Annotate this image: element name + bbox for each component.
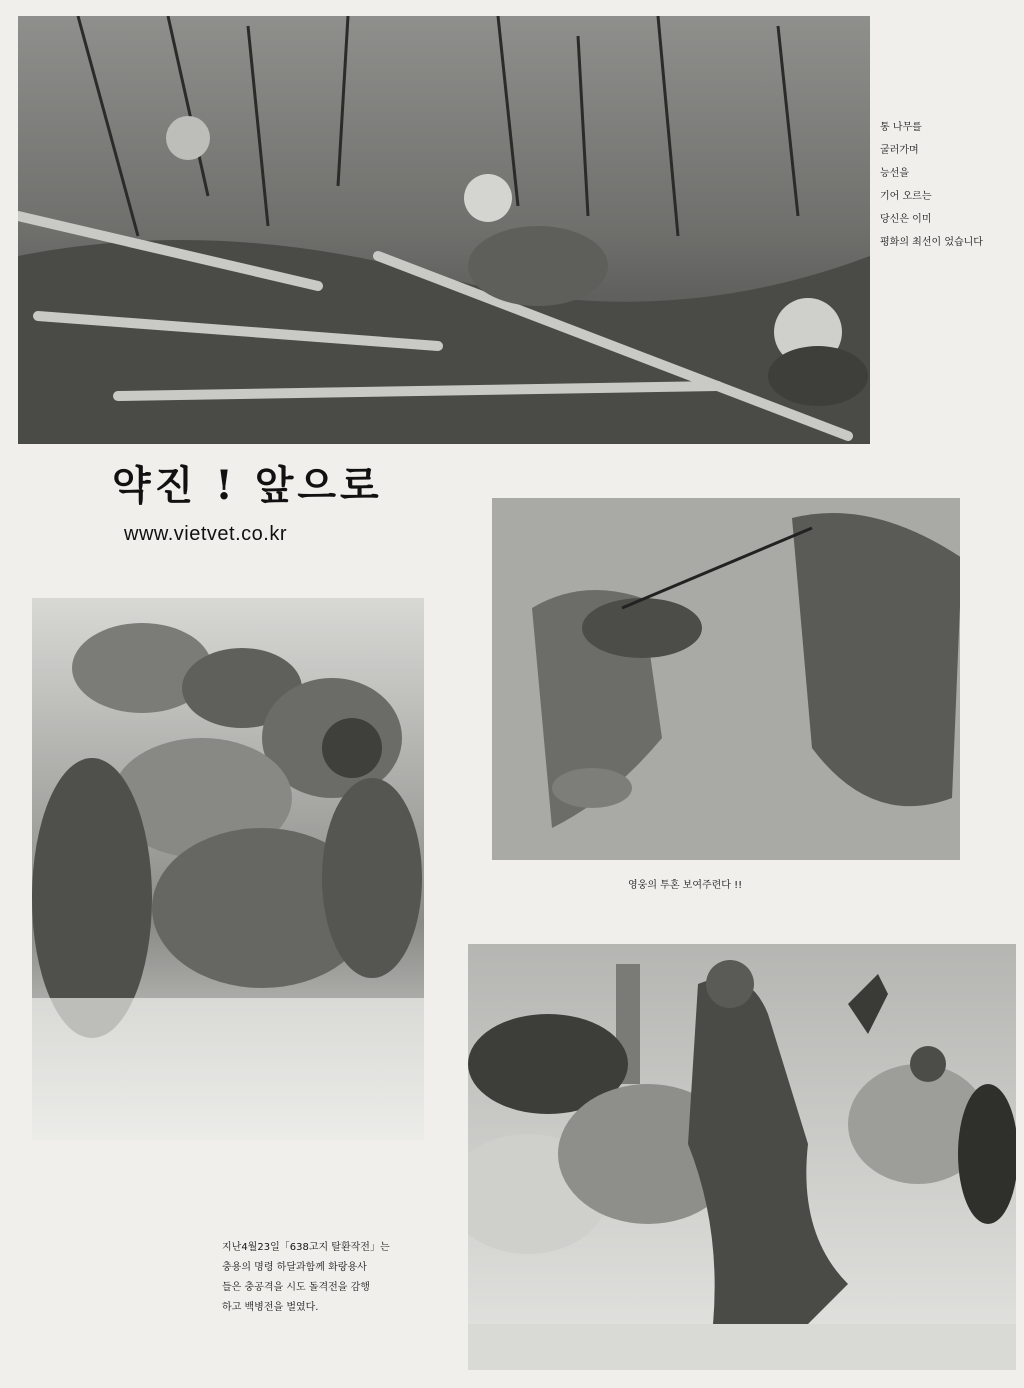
soldier-throwing-grenade-photo (468, 944, 1016, 1370)
caption-top-right: 통 나무를 굴러가며 능선을 기어 오르는 당신은 이미 평화의 최선이 었습니다 (880, 122, 983, 248)
site-url-watermark: www.vietvet.co.kr (124, 523, 287, 545)
soldier-behind-rocks-photo (32, 598, 424, 1140)
page-headline: 약진 ! 앞으로 (112, 462, 383, 509)
soldiers-crawling-logs-photo (18, 16, 870, 444)
caption-middle: 영웅의 투혼 보여주련다 !! (628, 880, 743, 891)
soldiers-climbing-rope-photo (492, 498, 960, 860)
caption-bottom-left: 지난4월23일「638고지 탈환작전」는 충용의 명령 하달과함께 화랑용사 들은 충공격을 시도 돌격전을 감행 하고 백병전을 벌였다. (222, 1242, 390, 1313)
